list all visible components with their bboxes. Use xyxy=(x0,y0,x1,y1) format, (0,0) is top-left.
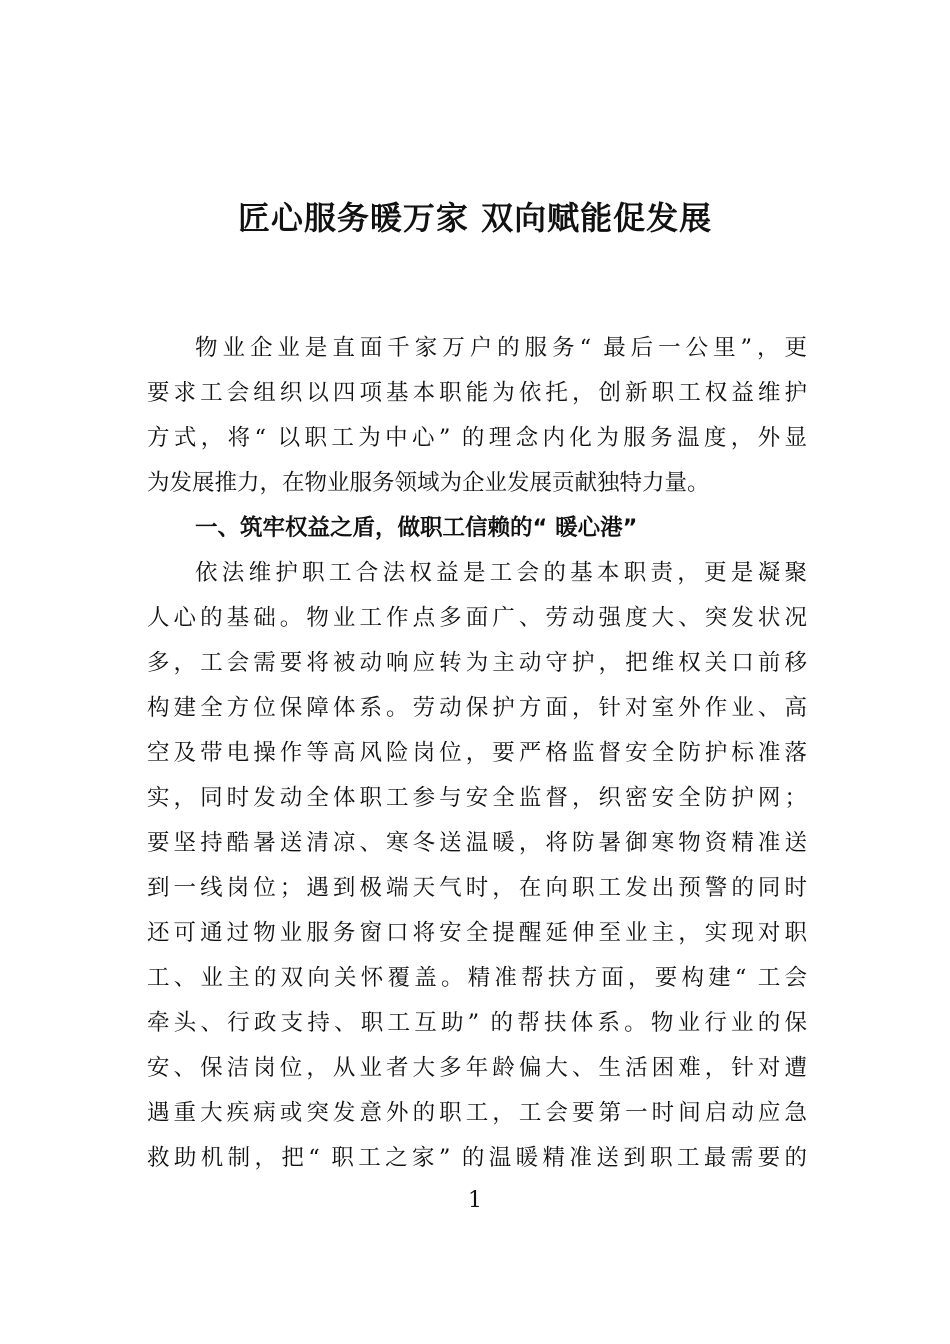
text-line: 依法维护职工合法权益是工会的基本职责，更是凝聚 xyxy=(195,560,807,586)
text-line: 多，工会需要将被动响应转为主动守护，把维权关口前移 xyxy=(147,650,807,676)
text-line: 空及带电操作等高风险岗位，要严格监督安全防护标准落 xyxy=(147,740,807,766)
page-number: 1 xyxy=(468,1188,482,1213)
text-line: 要坚持酷暑送清凉、寒冬送温暖，将防暑御寒物资精准送 xyxy=(147,830,807,856)
text-line: 物业企业是直面千家万户的服务“ 最后一公里”，更 xyxy=(195,335,807,361)
text-line: 实，同时发动全体职工参与安全监督，织密安全防护网； xyxy=(147,785,807,811)
text-line: 为发展推力，在物业服务领域为企业发展贡献独特力量。 xyxy=(147,470,710,496)
text-line: 人心的基础。物业工作点多面广、劳动强度大、突发状况 xyxy=(147,605,807,631)
text-line: 工、业主的双向关怀覆盖。精准帮扶方面，要构建“ 工会 xyxy=(147,965,807,991)
text-line: 牵头、行政支持、职工互助” 的帮扶体系。物业行业的保 xyxy=(147,1010,807,1036)
document-title: 匠心服务暖万家 双向赋能促发展 xyxy=(237,199,713,237)
text-line: 到一线岗位；遇到极端天气时，在向职工发出预警的同时 xyxy=(147,875,807,901)
text-line: 还可通过物业服务窗口将安全提醒延伸至业主，实现对职 xyxy=(147,920,807,946)
document-body xyxy=(147,326,807,1181)
text-line: 安、保洁岗位，从业者大多年龄偏大、生活困难，针对遭 xyxy=(147,1055,807,1081)
text-line: 要求工会组织以四项基本职能为依托，创新职工权益维护 xyxy=(147,380,807,406)
text-line: 救助机制，把“ 职工之家” 的温暖精准送到职工最需要的 xyxy=(147,1145,807,1171)
text-line: 构建全方位保障体系。劳动保护方面，针对室外作业、高 xyxy=(147,695,807,721)
paragraph-section-one xyxy=(147,551,807,1181)
section-heading: 一、筑牢权益之盾，做职工信赖的“ 暖心港” xyxy=(195,515,638,541)
text-line: 遇重大疾病或突发意外的职工，工会要第一时间启动应急 xyxy=(147,1100,807,1126)
text-line: 方式，将“ 以职工为中心” 的理念内化为服务温度，外显 xyxy=(147,425,807,451)
paragraph-intro xyxy=(147,326,807,506)
